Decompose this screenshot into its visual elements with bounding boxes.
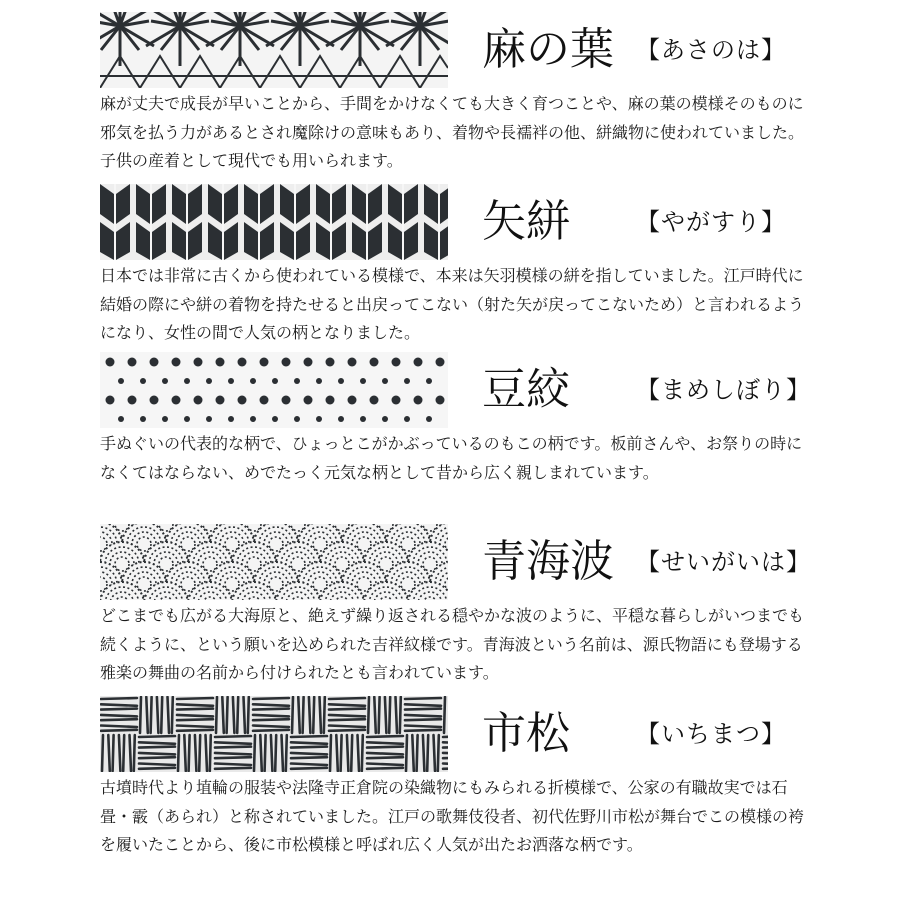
pattern-reading: 【まめしぼり】: [636, 376, 811, 404]
mameshibori-pattern-image: [100, 352, 448, 428]
pattern-reading: 【せいがいは】: [636, 548, 811, 576]
yagasuri-pattern-image: [100, 184, 448, 260]
pattern-description: 手ぬぐいの代表的な柄で、ひょっとこがかぶっているのもこの柄です。板前さんや、お祭りの時になくてはならない、めでたっく元気な柄として昔から広く親しまれています。: [100, 434, 803, 482]
pattern-title: 市松: [482, 708, 570, 759]
pattern-description: 日本では非常に古くから使われている模様で、本来は矢羽模様の絣を指していました。江戸時代に結婚の際にや絣の着物を持たせると出戻ってこない（射た矢が戻ってこないため）と言われるようになり、女性の間で人気の柄となりました。: [100, 266, 805, 342]
pattern-reading: 【いちまつ】: [636, 720, 786, 748]
pattern-title: 青海波: [482, 536, 614, 587]
asanoha-pattern-image: [100, 12, 448, 88]
pattern-description: どこまでも広がる大海原と、絶えず繰り返される穏やかな波のように、平穏な暮らしがいつまでも続くように、という願いを込められた吉祥紋様です。青海波という名前は、源氏物語にも登場する雅楽の舞曲の名前から付けられたとも言われています。: [100, 606, 805, 682]
pattern-description: 麻が丈夫で成長が早いことから、手間をかけなくても大きく育つことや、麻の葉の模様そのものに邪気を払う力があるとされ魔除けの意味もあり、着物や長襦袢の他、絣織物に使われていました。子供の産着として現代でも用いられます。: [100, 94, 805, 170]
pattern-title: 豆絞: [482, 364, 570, 415]
pattern-title: 麻の葉: [482, 24, 614, 75]
pattern-description: 古墳時代より埴輪の服装や法隆寺正倉院の染織物にもみられる折模様で、公家の有職故実では石畳・霰（あられ）と称されていました。江戸の歌舞伎役者、初代佐野川市松が舞台でこの模様の袴を履いたことから、後に市松模様と呼ばれ広く人気が出たお洒落な柄です。: [100, 778, 805, 854]
pattern-title: 矢絣: [482, 196, 570, 247]
pattern-reading: 【あさのは】: [636, 36, 786, 64]
seigaiha-pattern-image: [100, 524, 448, 600]
pattern-reading: 【やがすり】: [636, 208, 786, 236]
ichimatsu-pattern-image: [100, 696, 448, 772]
